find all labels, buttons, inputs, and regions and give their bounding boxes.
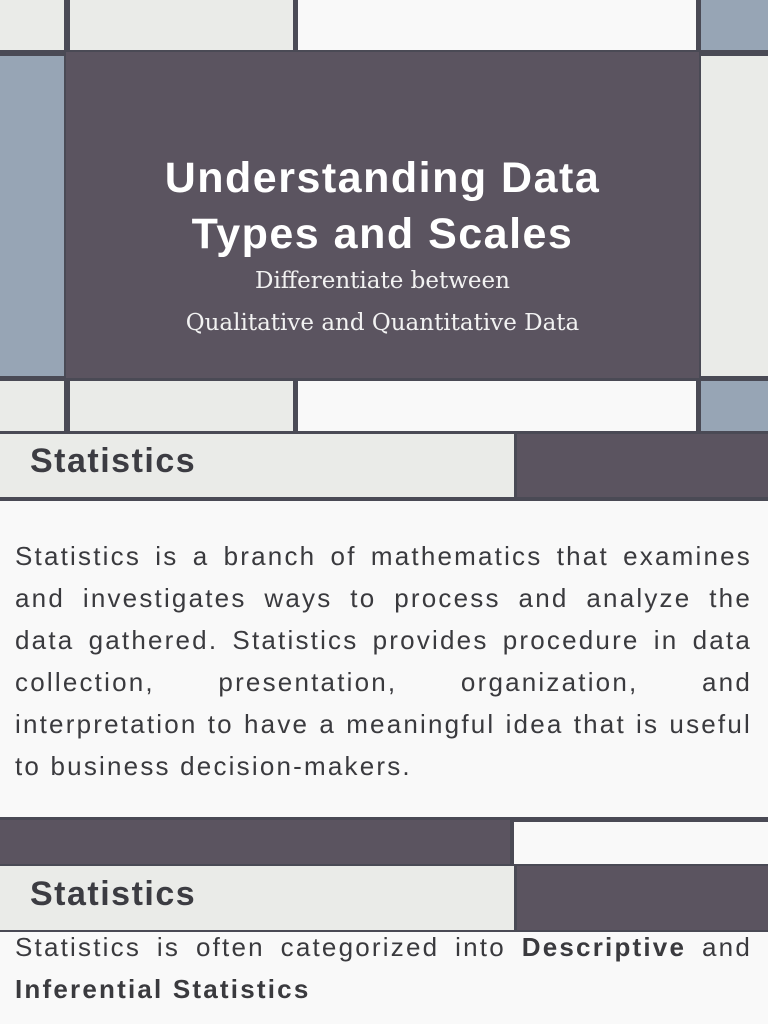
subtitle — [66, 260, 699, 344]
title-line-1: Understanding Data — [164, 154, 601, 202]
section1-paragraph: Statistics is a branch of mathematics that examines and investigates ways to process and analyze the data gathered. Statistics provides procedure in data collection, presentation, organization, and interpretation to have a meaningful idea that is useful to business decision-makers. — [15, 541, 752, 781]
section1-heading: Statistics — [30, 442, 197, 480]
subtitle-line-2: Qualitative and Quantitative Data — [185, 310, 580, 336]
section2-header-accent — [517, 866, 768, 930]
grid-block-bottom-2 — [70, 381, 293, 431]
grid-block-bottom-3 — [298, 381, 696, 431]
divider-band-light — [514, 822, 768, 864]
inferential-term: Inferential Statistics — [15, 974, 311, 1004]
section2-text-prefix: Statistics is often categorized into — [15, 932, 522, 962]
grid-block-top-2 — [70, 0, 293, 50]
grid-block-tr — [701, 0, 768, 50]
section1-header-accent — [517, 434, 768, 497]
hero-title-panel — [66, 52, 699, 378]
section2-text-mid: and — [686, 932, 752, 962]
divider-band-dark — [0, 820, 510, 864]
subtitle-line-1: Differentiate between — [255, 268, 510, 294]
descriptive-term: Descriptive — [521, 932, 687, 962]
grid-block-top-3 — [298, 0, 696, 50]
page-title — [66, 150, 699, 262]
grid-block-tl — [0, 0, 64, 50]
section2-paragraph — [15, 926, 752, 1010]
grid-block-left — [0, 56, 64, 376]
title-line-2: Types and Scales — [191, 210, 574, 258]
grid-block-bl — [0, 381, 64, 431]
grid-block-right — [701, 56, 768, 376]
grid-block-br — [701, 381, 768, 431]
section2-heading: Statistics — [30, 875, 197, 913]
